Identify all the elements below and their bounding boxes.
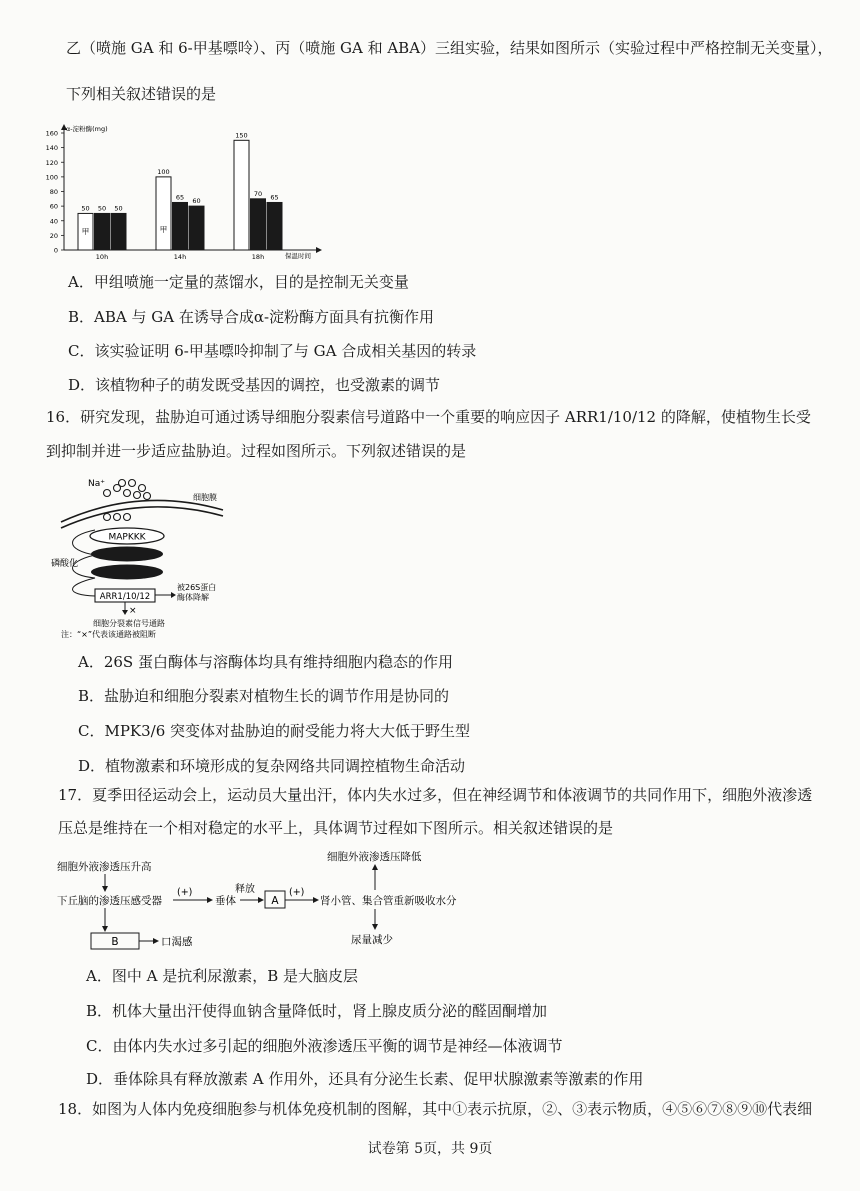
bar-value-label: 150 — [235, 131, 248, 140]
degradation-label-line2: 酶体降解 — [177, 593, 209, 602]
plus-sign-2: (+) — [289, 887, 305, 898]
block-cross: × — [129, 606, 137, 616]
q17-option-d: D．垂体除具有释放激素 A 作用外，还具有分泌生长素、促甲状腺激素等激素的作用 — [86, 1070, 644, 1088]
q16-stem-line1: 16．研究发现，盐胁迫可通过诱导细胞分裂素信号道路中一个重要的响应因子 ARR1/10/12 的降解，使植物生长受 — [46, 408, 811, 426]
mapkkk-label: MAPKKK — [108, 532, 146, 543]
cell-membrane-inner — [61, 507, 223, 528]
series-label: 甲 — [81, 227, 90, 236]
bar-丙-14h — [189, 206, 204, 250]
q15-option-c: C．该实验证明 6-甲基嘌呤抑制了与 GA 合成相关基因的转录 — [68, 342, 477, 360]
osmotic-regulation-diagram — [55, 848, 485, 958]
bar-甲-18h — [234, 140, 249, 250]
bar-value-label: 100 — [157, 167, 170, 176]
q16-option-c: C．MPK3/6 突变体对盐胁迫的耐受能力将大大低于野生型 — [78, 722, 471, 740]
membrane-label: 细胞膜 — [193, 493, 217, 502]
y-tick-label: 140 — [45, 144, 58, 153]
mpk-oval — [91, 565, 163, 580]
y-tick-label: 60 — [49, 202, 58, 211]
arr-label: ARR1/10/12 — [99, 592, 151, 602]
q17-option-b: B．机体大量出汗使得血钠含量降低时，肾上腺皮质分泌的醛固酮增加 — [86, 1002, 548, 1020]
bar-丙-18h — [267, 202, 282, 250]
q18-stem-line1: 18．如图为人体内免疫细胞参与机体免疫机制的图解，其中①表示抗原，②、③表示物质，④⑤⑥⑦⑧⑨⑩代表细 — [58, 1100, 813, 1118]
q15-stem-line2: 下列相关叙述错误的是 — [66, 85, 217, 103]
q15-option-d: D．该植物种子的萌发既受基因的调控，也受激素的调节 — [68, 376, 441, 394]
bar-乙-14h — [173, 202, 188, 250]
box-a-label: A — [271, 895, 279, 907]
ion-circles — [104, 480, 151, 500]
bar-value-label: 70 — [253, 189, 263, 198]
na-ion-label: Na⁺ — [88, 479, 105, 489]
box-b-label: B — [111, 936, 119, 948]
x-axis-title: 保温时间 — [285, 252, 311, 260]
q15-option-b: B．ABA 与 GA 在诱导合成α-淀粉酶方面具有抗衡作用 — [68, 308, 435, 326]
bar-value-label: 60 — [192, 197, 201, 206]
diagram-note: 注：“×”代表该通路被阻断 — [61, 630, 156, 639]
q15-stem-line1: 乙（喷施 GA 和 6-甲基嘌呤）、丙（喷施 GA 和 ABA）三组实验，结果如图所示（实验过程中严格控制无关变量）， — [66, 39, 833, 57]
x-tick-label: 18h — [251, 253, 265, 261]
release-label: 释放 — [235, 884, 255, 895]
phosphorylation-label: 磷酸化 — [51, 559, 79, 569]
q16-stem-line2: 到抑制并进一步适应盐胁迫。过程如图所示。下列叙述错误的是 — [46, 442, 467, 460]
q16-option-a: A．26S 蛋白酶体与溶酶体均具有维持细胞内稳态的作用 — [78, 653, 453, 671]
y-tick-label: 20 — [49, 231, 58, 240]
kidney-label: 肾小管、集合管重新吸收水分 — [320, 895, 457, 907]
q17-option-a: A．图中 A 是抗利尿激素，B 是大脑皮层 — [86, 967, 358, 985]
enzyme-bar-chart — [30, 115, 330, 265]
q16-option-b: B．盐胁迫和细胞分裂素对植物生长的调节作用是协同的 — [78, 687, 450, 705]
q17-option-c: C．由体内失水过多引起的细胞外液渗透压平衡的调节是神经—体液调节 — [86, 1037, 563, 1055]
y-axis-title: α-淀粉酶(mg) — [66, 125, 108, 133]
q15-option-a: A．甲组喷施一定量的蒸馏水，目的是控制无关变量 — [68, 273, 409, 291]
bar-value-label: 50 — [114, 204, 123, 213]
y-tick-label: 120 — [45, 158, 58, 167]
q16-option-d: D．植物激素和环境形成的复杂网络共同调控植物生命活动 — [78, 757, 466, 775]
osmotic-fall-label: 细胞外液渗透压降低 — [327, 851, 422, 863]
receptor-label: 下丘脑的渗透压感受器 — [57, 895, 162, 907]
y-tick-label: 40 — [49, 217, 58, 226]
mapkk-oval — [91, 547, 163, 562]
urine-label: 尿量减少 — [351, 934, 393, 946]
y-tick-label: 80 — [49, 188, 58, 196]
x-tick-label: 14h — [173, 253, 187, 261]
pituitary-label: 垂体 — [215, 895, 236, 907]
bar-value-label: 50 — [81, 204, 90, 213]
bar-丙-10h — [111, 213, 126, 250]
pathway-label: 细胞分裂素信号通路 — [93, 619, 165, 628]
x-tick-label: 10h — [95, 253, 109, 261]
y-tick-label: 160 — [45, 129, 58, 138]
osmotic-rise-label: 细胞外液渗透压升高 — [57, 861, 152, 873]
series-label: 甲 — [159, 225, 168, 234]
y-tick-label: 0 — [53, 246, 58, 255]
x-axis-arrow — [316, 247, 322, 253]
q17-stem-line1: 17．夏季田径运动会上，运动员大量出汗，体内失水过多，但在神经调节和体液调节的共同作用下，细胞外液渗透 — [58, 786, 813, 804]
thirst-label: 口渴感 — [161, 936, 193, 948]
degradation-label-line1: 被26S蛋白 — [177, 583, 217, 592]
bar-乙-10h — [95, 213, 110, 250]
inner-ion-circles — [104, 514, 131, 521]
bar-乙-18h — [251, 199, 266, 250]
y-tick-label: 100 — [45, 173, 58, 182]
bar-value-label: 65 — [270, 193, 279, 202]
bar-甲-14h — [156, 177, 171, 250]
bar-value-label: 65 — [175, 193, 185, 202]
bar-value-label: 50 — [97, 204, 107, 213]
salt-stress-pathway-diagram — [51, 470, 245, 645]
q17-stem-line2: 压总是维持在一个相对稳定的水平上，具体调节过程如下图所示。相关叙述错误的是 — [58, 819, 614, 837]
page-footer: 试卷第 5页，共 9页 — [367, 1141, 493, 1157]
plus-sign-1: (+) — [177, 887, 193, 898]
